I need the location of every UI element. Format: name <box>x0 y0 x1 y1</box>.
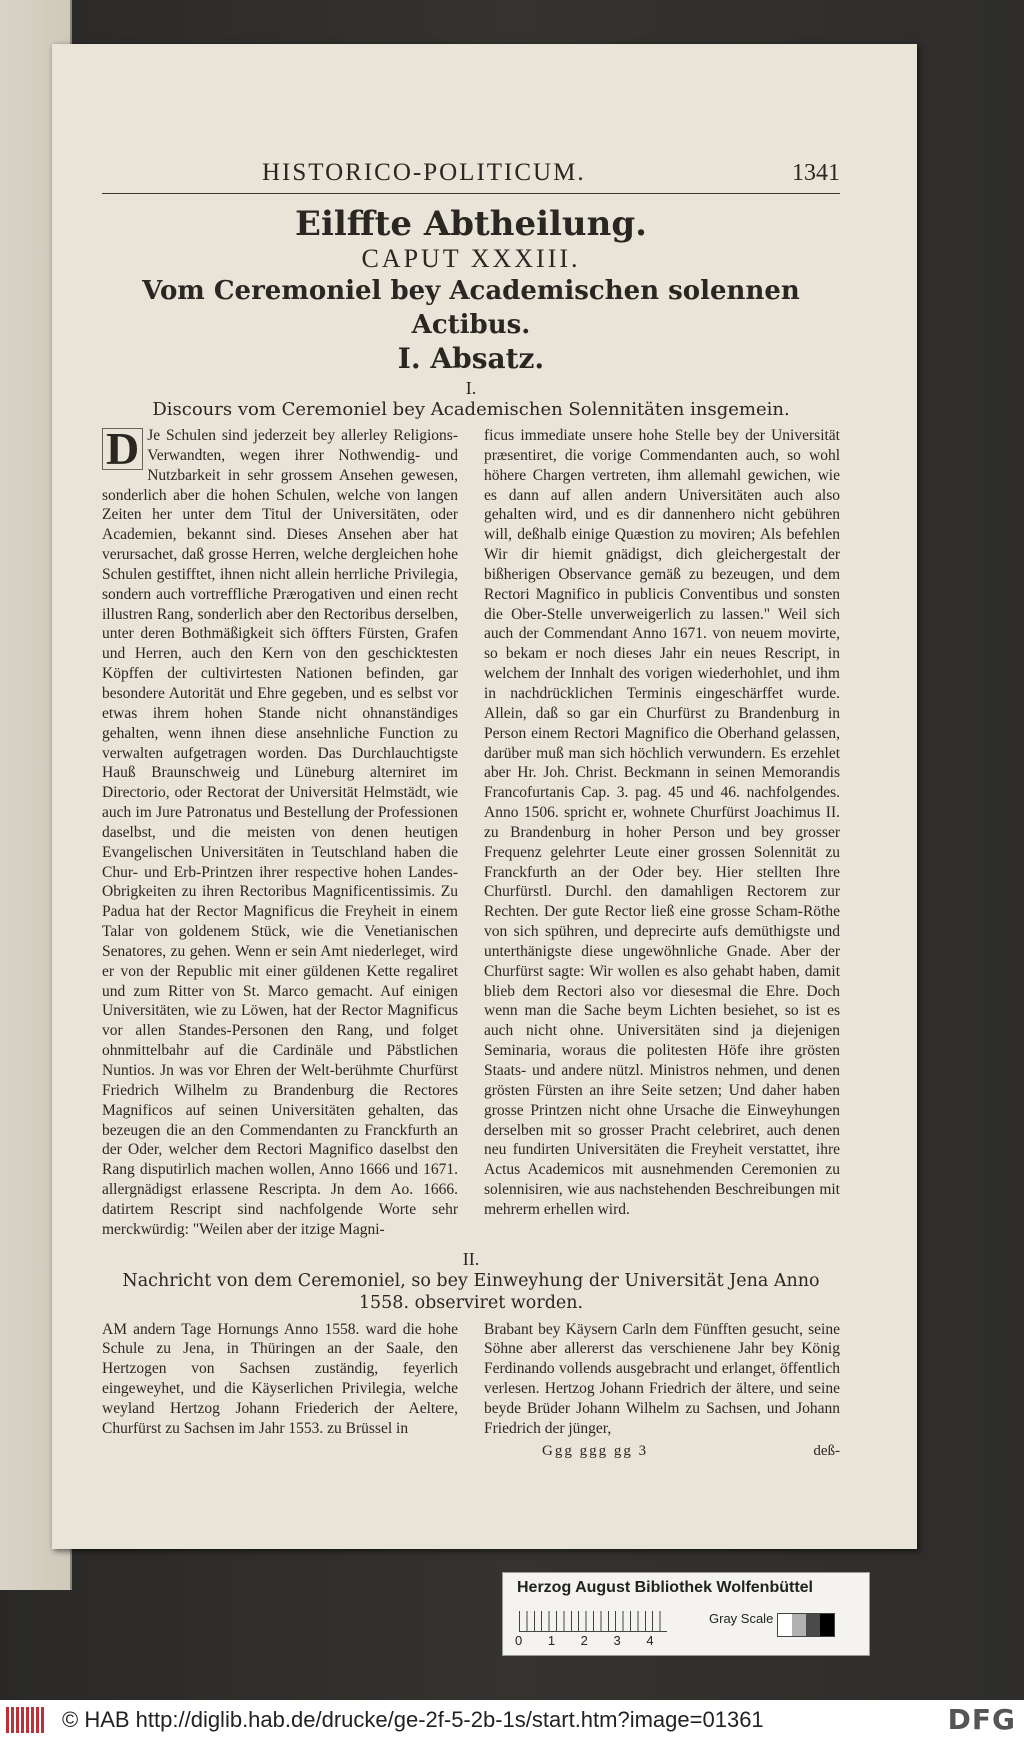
absatz-title: I. Absatz. <box>397 342 545 375</box>
ruler-numbers: 0 1 2 3 4 <box>515 1633 654 1648</box>
catchword: deß- <box>813 1442 840 1459</box>
section1-columns <box>102 423 840 1240</box>
section1-left-column <box>102 423 458 1240</box>
chapter-title: Vom Ceremoniel bey Academischen solennen Actibus. <box>142 276 800 340</box>
ruler-icon <box>519 1611 667 1632</box>
drop-cap: D <box>102 428 143 470</box>
section2-right-column <box>484 1320 840 1439</box>
hab-logo-icon <box>6 1707 46 1733</box>
signature-line <box>102 1443 840 1465</box>
page-content <box>102 159 840 1465</box>
section1-right-text: ficus immediate unsere hohe Stelle bey der Universität præsentiret, die vorige Commendanten auch, so wohl höhere Chargen vertreten, ihm allemahl gewichen, wie es dann auf allen andern Universitäten auch also gehalten wird, und es dir dannenhero nicht gebühren will, deßhalb einige Quæstion zu moviren; Als befehlen Wir dir hiemit gnädigst, dich gleichergestalt der bißherigen Observance gemäß zu bezeugen, und dem Rectori Magnifico in publicis Conventibus und sonsten die Ober-Stelle unverweigerlich zu lassen." Weil sich auch der Commendant Anno 1671. von neuem movirte, so bekam er noch dieses Jahr ein neues Rescript, in welchem der Innhalt des vorigen wiederhohlet, und ihm in nachdrücklichen Terminis eingeschärffet wurde. Allein, daß so gar ein Churfürst zu Brandenburg in Person einem Rectori Magnifico die Oberhand gelassen, darüber muß man sich höchlich verwundern. Es erzehlet aber Hr. Joh. Christ. Beckmann in seinen Memorandis Francofurtanis Cap. 3. pag. 45 und 46. nachfolgendes. Anno 1506. spricht er, wohnete Churfürst Joachimus II. zu Brandenburg in hoher Person und bey grosser Frequenz gelehrter Leute einer grossen Solennität zu Franckfurth an der Oder bey. Hier stellten Ihre Churfürstl. Durchl. den damahligen Rectorem zur Rechten. Der gute Rector ließ eine grosse Scham-Röthe von sich spühren, und deprecirte aufs demüthigste und unterthänigste diese ungewöhnliche Gnade. Aber der Churfürst sagte: Wir wollen es also gehabt haben, damit blieb dem Rectori also vor diesesmal die Ehre. Doch wenn man die Sache beym Lichten besiehet, so ist es auch nicht ohne. Universitäten sind ja diejenigen Seminaria, woraus die politesten Höfe ihre grösten Staats- und andere nützl. Ministros nehmen, und denen grösten Fürsten an ihre Seite setzen; Und daher haben grosse Printzen nicht ohne Ursache die Einweyhungen derselben mit so grosser Pracht celebriret, auch denen neu fundirten Universitäten die Freyheit verstattet, ihre Actus Academicos mit ausnehmenden Ceremonien zu solennisiren, wie aus nachstehenden Beschreibungen mit mehrerm erhellen wird. <box>484 427 840 1218</box>
section2-heading: Nachricht von dem Ceremoniel, so bey Einweyhung der Universität Jena Anno 1558. observiret worden. <box>122 1270 820 1313</box>
section2-columns <box>102 1320 840 1439</box>
running-head: HISTORICO-POLITICUM. <box>262 159 586 186</box>
section1-right-column <box>484 426 840 1240</box>
caput-title: CAPUT XXXIII. <box>361 244 581 273</box>
section2 <box>102 1248 840 1439</box>
signature-mark: Ggg ggg gg 3 <box>542 1442 649 1459</box>
page-header <box>102 159 840 194</box>
dfg-logo: DFG <box>947 1703 1016 1736</box>
gray-swatch <box>806 1614 820 1636</box>
subsection-heading: Discours vom Ceremoniel bey Academischen Solennitäten insgemein. <box>152 399 790 420</box>
book-page <box>52 44 917 1549</box>
subsection-number: I. <box>465 378 477 398</box>
section2-number: II. <box>462 1248 480 1269</box>
page-number: 1341 <box>792 160 840 186</box>
section1-left-text: Je Schulen sind jederzeit bey allerley Religions-Verwandten, wegen ihrer Nothwendig- und Nutzbarkeit in sehr grossem Ansehen gewesen, sonderlich aber die hohen Schulen, welche von langen Zeiten her unter dem Titul der Universitäten, oder Academien, bekannt sind. Dieses Ansehen aber hat verursachet, daß grosse Herren, welche dergleichen hohe Schulen gestifftet, ihnen nicht allein herrliche Privilegia, sondern auch vortreffliche Prærogativen und einen recht illustren Rang, sonderlich aber den Rectoribus derselben, unter deren Bothmäßigkeit sich öffters Fürsten, Grafen und Herren, auch den Kern von den geschicktesten Köpffen der cultivirtesten Nationen befinden, gar besondere Autorität und Ehre gegeben, und es selbst vor etwas ihrem hohen Stande nicht ohnanständiges gehalten, wenn ihnen diese ansehnliche Function zu verwalten aufgetragen worden. Das Durchlauchtigste Hauß Braunschweig und Lüneburg alterniret im Directorio, oder Rectorat der Universität Helmstädt, wie auch im Jure Patronatus und Bestellung der Professionen daselbst, und die meisten von denen heutigen Evangelischen Universitäten in Teutschland haben die Chur- und Erb-Printzen ihrer respective hohen Landes-Obrigkeiten zu ihren Rectoribus Magnificentissimis. Zu Padua hat der Rector Magnificus die Freyheit in einem Talar von goldenem Stück, wie die Venetianischen Senatores, zu gehen. Wenn er sein Amt niederleget, wird er von der Republic mit einer güldenen Kette regaliret und zum Ritter von St. Marco gemacht. Auf einigen Universitäten, wie zu Löwen, hat der Rector Magnificus vor allen Standes-Personen den Rang, und folget ohnmittelbahr auf die Cardinäle und Päbstlichen Nuntios. Jn was vor Ehren der Welt-berühmte Churfürst Friedrich Wilhelm zu Brandenburg die Rectores Magnificos auf seinen Universitäten gehalten, das bezeugen die an den Commendanten zu Franckfurth an der Oder, welcher dem Rectori Magnifico daselbst den Rang disputirlich machen wollen, Anno 1666 und 1671. allergnädigst erlassene Rescripta. Jn dem Ao. 1666. datirtem Rescript sind nachfolgende Worte sehr merckwürdig: "Weilen aber der itzige Magni- <box>102 427 458 1238</box>
gray-swatch <box>820 1614 834 1636</box>
section2-left-text: AM andern Tage Hornungs Anno 1558. ward die hohe Schule zu Jena, in Thüringen an der Saale, den Hertzogen von Sachsen zuständig, feyerlich eingeweyhet, und die Käyserlichen Privilegia, welche weyland Hertzog Johann Friederich der Aeltere, Churfürst zu Sachsen im Jahr 1553. zu Brüssel in <box>102 1320 458 1437</box>
gray-swatch <box>778 1614 792 1636</box>
scale-card <box>502 1572 870 1656</box>
gray-swatch <box>792 1614 806 1636</box>
section-title: Eilffte Abtheilung. <box>295 204 647 244</box>
section2-left-column <box>102 1320 458 1439</box>
footer-bar <box>0 1700 1024 1739</box>
footer-url[interactable]: © HAB http://diglib.hab.de/drucke/ge-2f-5-2b-1s/start.htm?image=01361 <box>62 1706 764 1732</box>
gray-scale-swatches <box>777 1613 835 1637</box>
section2-right-text: Brabant bey Käysern Carln dem Fünfften gesucht, seine Söhne aber allererst das verschienene Jahr bey König Ferdinando vollends ausgebracht und erlanget, öffentlich verlesen. Hertzog Johann Friedrich der ältere, und seine beyde Brüder Johann Wilhelm zu Sachsen, und Johann Friedrich der jünger, <box>484 1320 840 1437</box>
scale-card-title: Herzog August Bibliothek Wolfenbüttel <box>517 1579 813 1596</box>
gray-scale-label: Gray Scale <box>709 1611 774 1626</box>
